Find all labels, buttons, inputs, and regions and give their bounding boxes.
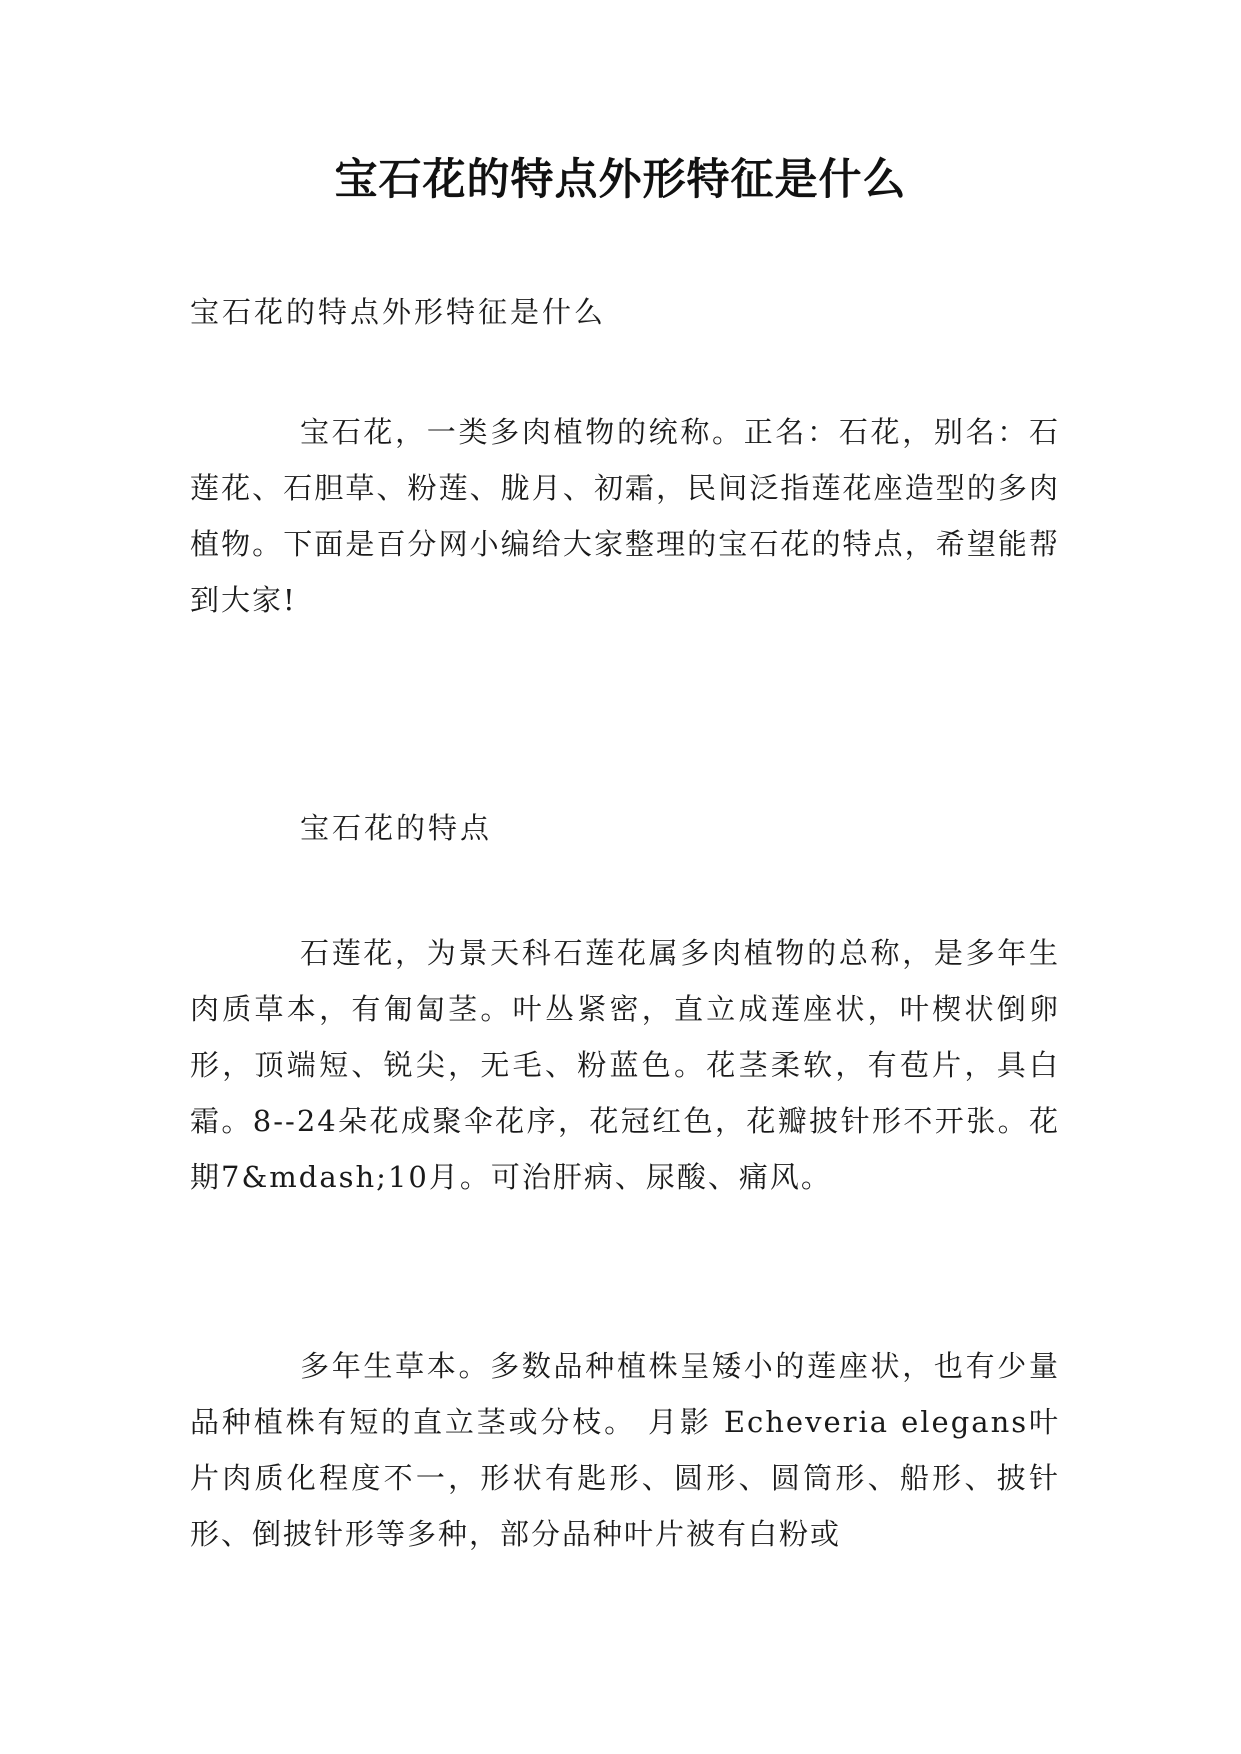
features-paragraph: 石莲花，为景天科石莲花属多肉植物的总称，是多年生肉质草本，有匍匐茎。叶丛紧密，直立成莲座状，叶楔状倒卵形，顶端短、锐尖，无毛、粉蓝色。花茎柔软，有苞片，具白霜。8--24朵花成聚伞花序，花冠红色，花瓣披针形不开张。花期7&mdash;10月。可治肝病、尿酸、痛风。 <box>190 936 1060 1194</box>
section-heading: 宝石花的特点 <box>300 811 493 845</box>
intro-paragraph: 宝石花，一类多肉植物的统称。正名：石花，别名：石莲花、石胆草、粉莲、胧月、初霜，民间泛指莲花座造型的多肉植物。下面是百分网小编给大家整理的宝石花的特点，希望能帮到大家! <box>190 415 1060 617</box>
document-subtitle: 宝石花的特点外形特征是什么 <box>190 295 607 329</box>
morphology-paragraph: 多年生草本。多数品种植株呈矮小的莲座状，也有少量品种植株有短的直立茎或分枝。 月影 Echeveria elegans叶片肉质化程度不一，形状有匙形、圆形、圆筒形、船形、披针形、倒披针形等多种，部分品种叶片被有白粉或 <box>190 1349 1060 1551</box>
document-title: 宝石花的特点外形特征是什么 <box>334 155 907 205</box>
